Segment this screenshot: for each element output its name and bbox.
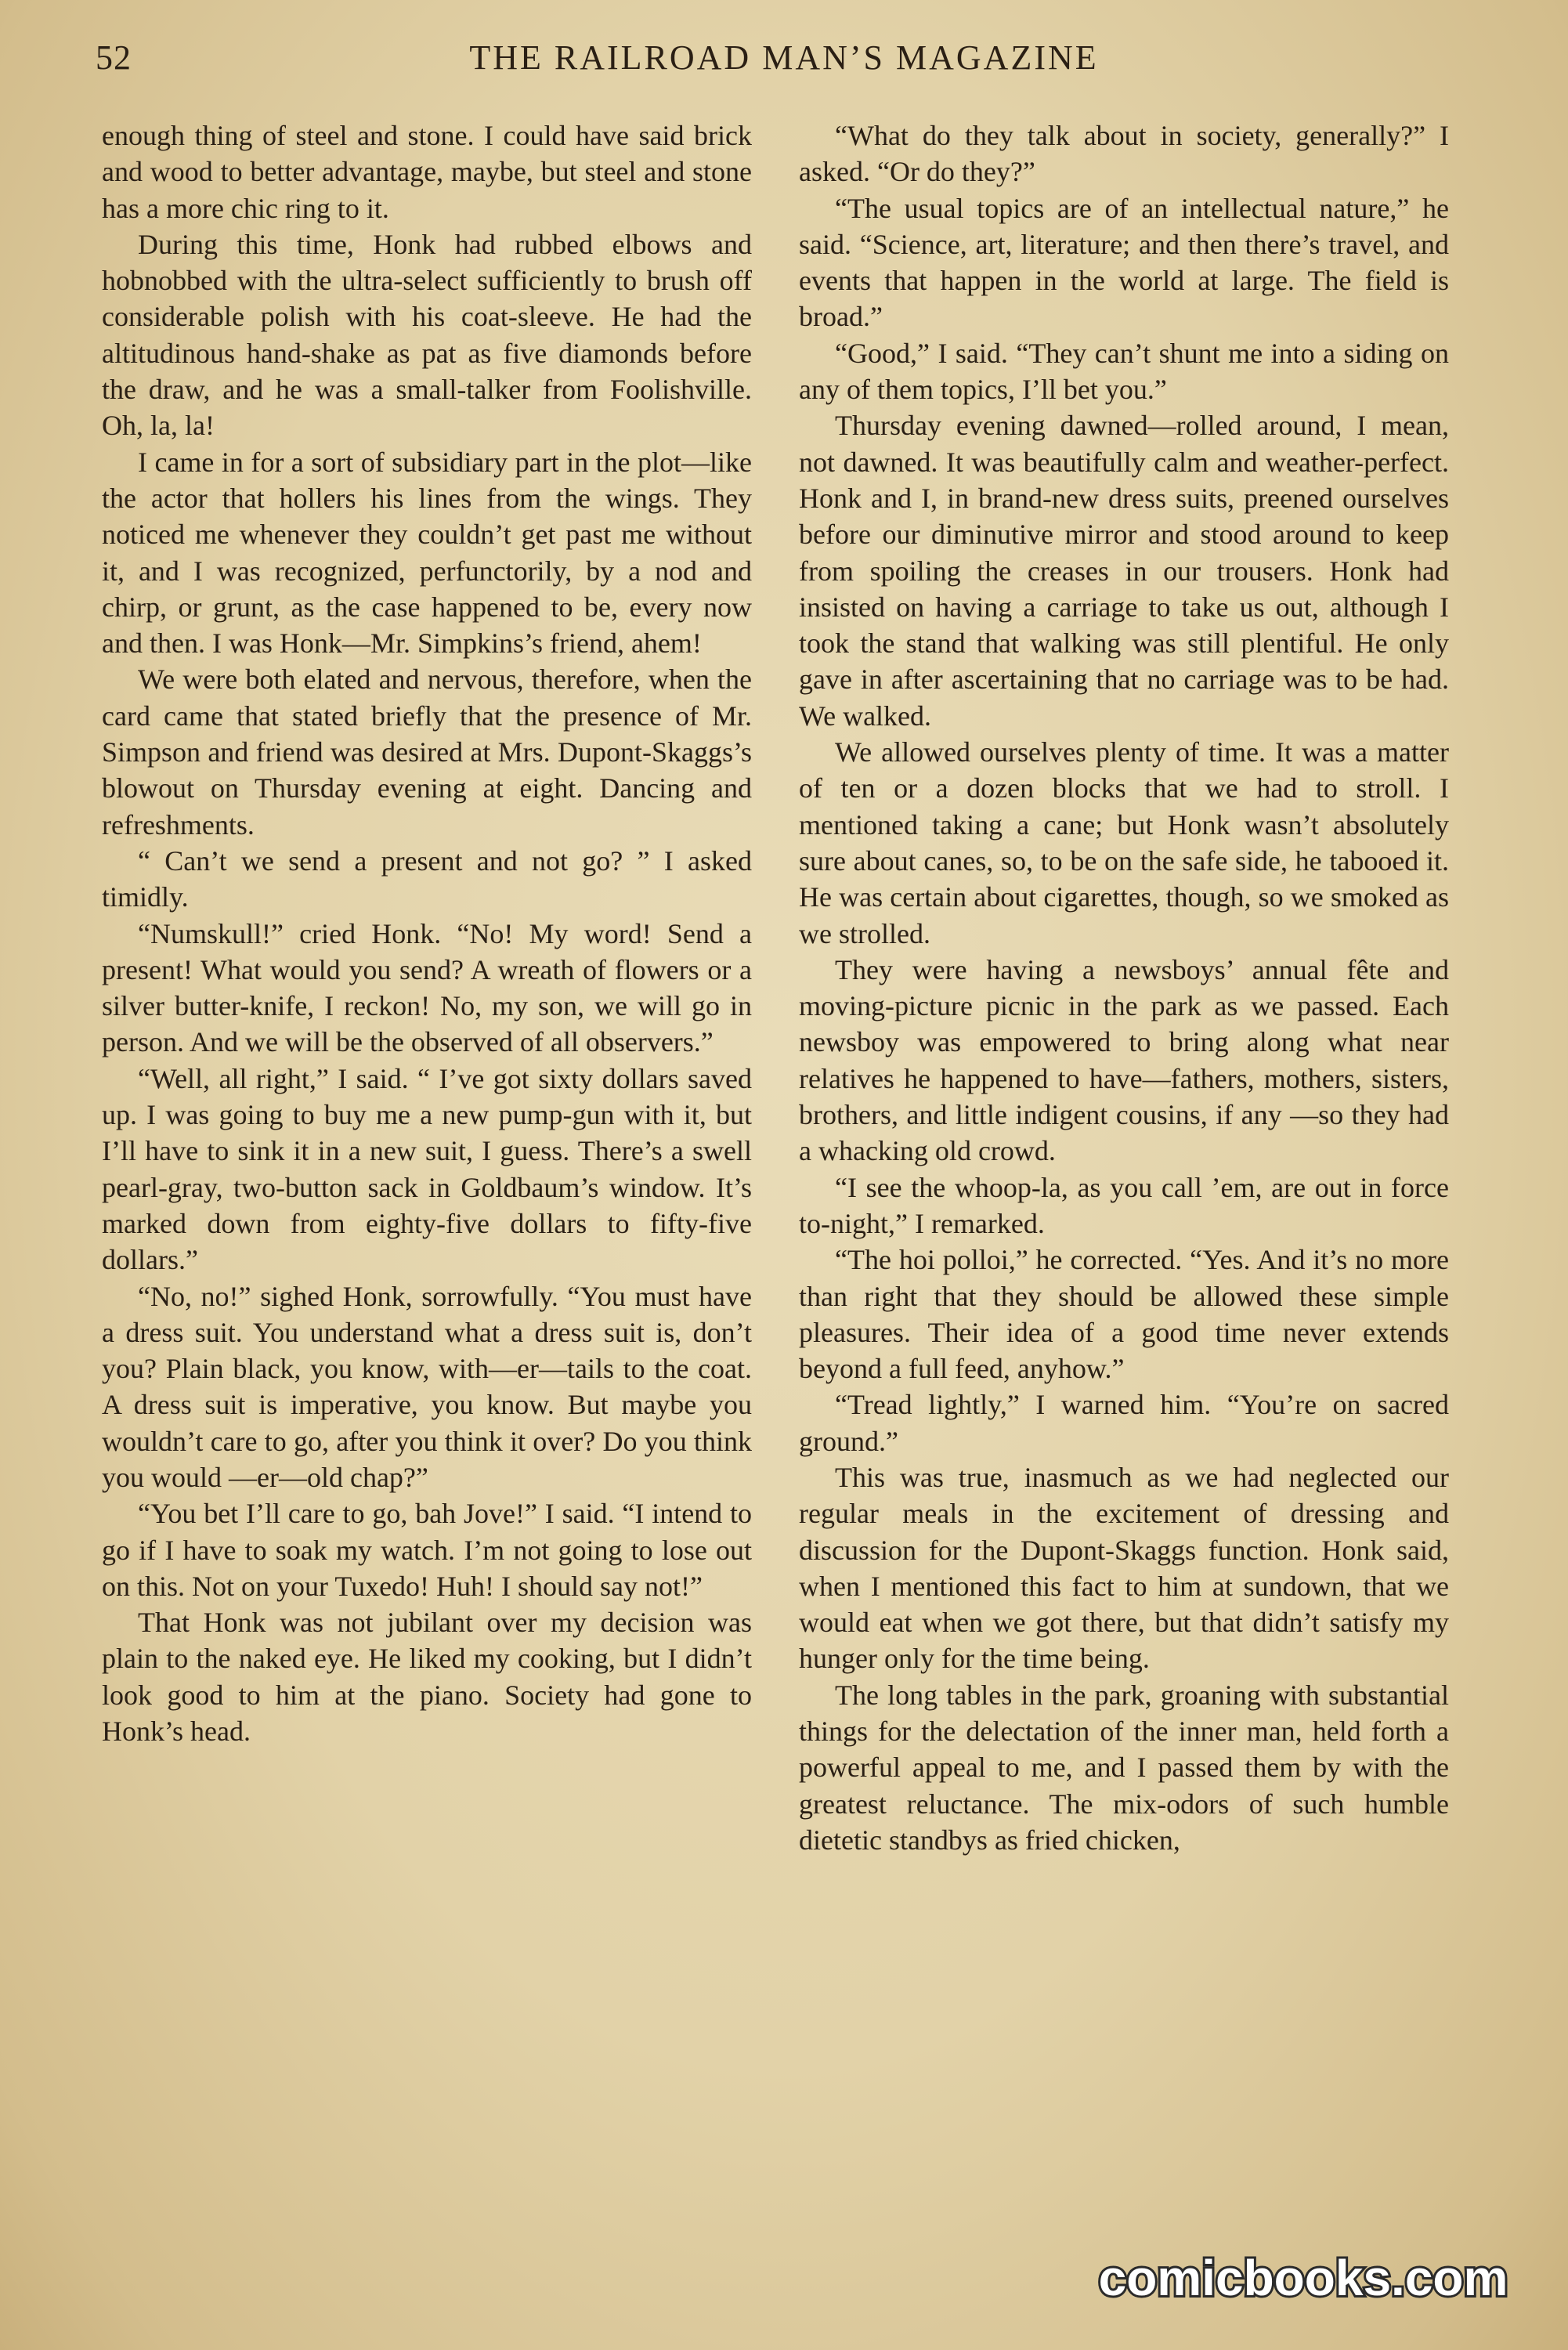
right-column <box>799 118 1449 1858</box>
left-column <box>102 118 752 1749</box>
paragraph: “Well, all right,” I said. “ I’ve got sixty dollars saved up. I was going to buy me a new pump-gun with it, but I’ll have to sink it in a new suit, I guess. There’s a swell pearl-gray, two-button sack in Goldbaum’s window. It’s marked down from eighty-five dollars to fifty-five dollars.” <box>102 1062 752 1276</box>
paragraph: “Numskull!” cried Honk. “No! My word! Send a present! What would you send? A wreath of flowers or a silver butter-knife, I reckon! No, my son, we will go in person. And we will be the observed of all observers.” <box>102 917 752 1058</box>
paragraph: I came in for a sort of subsidiary part in the plot—like the actor that hollers his lines from the wings. They noticed me whenever they couldn’t get past me without it, and I was recognized, perfunctorily, by a nod and chirp, or grunt, as the case happened to be, every now and then. I was Honk—Mr. Simpkins’s friend, ahem! <box>102 446 752 660</box>
paragraph: They were having a newsboys’ annual fête and moving-picture picnic in the park as we passed. Each newsboy was empowered to bring along what near relatives he happened to have—fathers, mothers, sisters, brothers, and little indigent cousins, if any —so they had a whacking old crowd. <box>799 953 1449 1167</box>
paragraph: “I see the whoop-la, as you call ’em, are out in force to-night,” I remarked. <box>799 1171 1449 1239</box>
paragraph: During this time, Honk had rubbed elbows and hobnobbed with the ultra-select sufficiently to brush off considerable polish with his coat-sleeve. He had the altitudinous hand-shake as pat as five diamonds before the draw, and he was a small-talker from Foolishville. Oh, la, la! <box>102 228 752 442</box>
paragraph: “The usual topics are of an intellectual nature,” he said. “Science, art, literature; and then there’s travel, and events that happen in the world at large. The field is broad.” <box>799 192 1449 333</box>
paragraph: “What do they talk about in society, generally?” I asked. “Or do they?” <box>799 120 1449 188</box>
paragraph: This was true, inasmuch as we had neglected our regular meals in the excitement of dressing and discussion for the Dupont-Skaggs function. Honk said, when I mentioned this fact to him at sundown, that we would eat when we got there, but that didn’t satisfy my hunger only for the time being. <box>799 1461 1449 1675</box>
paragraph: The long tables in the park, groaning with substantial things for the delectation of the inner man, held forth a powerful appeal to me, and I passed them by with the greatest reluctance. The mix-odors of such humble dietetic standbys as fried chicken, <box>799 1679 1449 1856</box>
paragraph: “You bet I’ll care to go, bah Jove!” I said. “I intend to go if I have to soak my watch. I’m not going to lose out on this. Not on your Tuxedo! Huh! I should say not!” <box>102 1498 752 1602</box>
watermark-logo <box>1084 2242 1523 2317</box>
paragraph: We allowed ourselves plenty of time. It was a matter of ten or a dozen blocks that we had to stroll. I mentioned taking a cane; but Honk wasn’t absolutely sure about canes, so, to be on the safe side, he tabooed it. He was certain about cigarettes, though, so we smoked as we strolled. <box>799 736 1449 949</box>
page-number: 52 <box>96 38 132 77</box>
paragraph: That Honk was not jubilant over my decision was plain to the naked eye. He liked my cooking, but I didn’t look good to him at the piano. Society had gone to Honk’s head. <box>102 1607 752 1748</box>
site-watermark <box>1084 2242 1523 2317</box>
paragraph: We were both elated and nervous, therefore, when the card came that stated briefly that the presence of Mr. Simpson and friend was desired at Mrs. Dupont-Skaggs’s blowout on Thursday evening at eight. Dancing and refreshments. <box>102 663 752 841</box>
running-title: THE RAILROAD MAN’S MAGAZINE <box>469 38 1099 77</box>
paragraph: “No, no!” sighed Honk, sorrowfully. “You must have a dress suit. You understand what a dress suit is, don’t you? Plain black, you know, with—er—tails to the coat. A dress suit is imperative, you know. But maybe you wouldn’t care to go, after you think it over? Do you think you would —er—old chap?” <box>102 1280 752 1493</box>
paragraph: “The hoi polloi,” he corrected. “Yes. And it’s no more than right that they should be allowed these simple pleasures. Their idea of a good time never extends beyond a full feed, anyhow.” <box>799 1244 1449 1385</box>
paragraph: enough thing of steel and stone. I could have said brick and wood to better advantage, maybe, but steel and stone has a more chic ring to it. <box>102 120 752 224</box>
paragraph: “ Can’t we send a present and not go? ” I asked timidly. <box>102 844 752 913</box>
paragraph: “Good,” I said. “They can’t shunt me into a siding on any of them topics, I’ll bet you.” <box>799 337 1449 406</box>
paragraph: “Tread lightly,” I warned him. “You’re on sacred ground.” <box>799 1389 1449 1457</box>
watermark-text: comicbooks.com <box>1098 2250 1508 2306</box>
paragraph: Thursday evening dawned—rolled around, I mean, not dawned. It was beautifully calm and weather-perfect. Honk and I, in brand-new dress suits, preened ourselves before our diminutive mirror and stood around to keep from spoiling the creases in our trousers. Honk had insisted on having a carriage to take us out, although I took the stand that walking was still plentiful. He only gave in after ascertaining that no carriage was to be had. We walked. <box>799 410 1449 732</box>
page-header <box>96 38 1472 85</box>
